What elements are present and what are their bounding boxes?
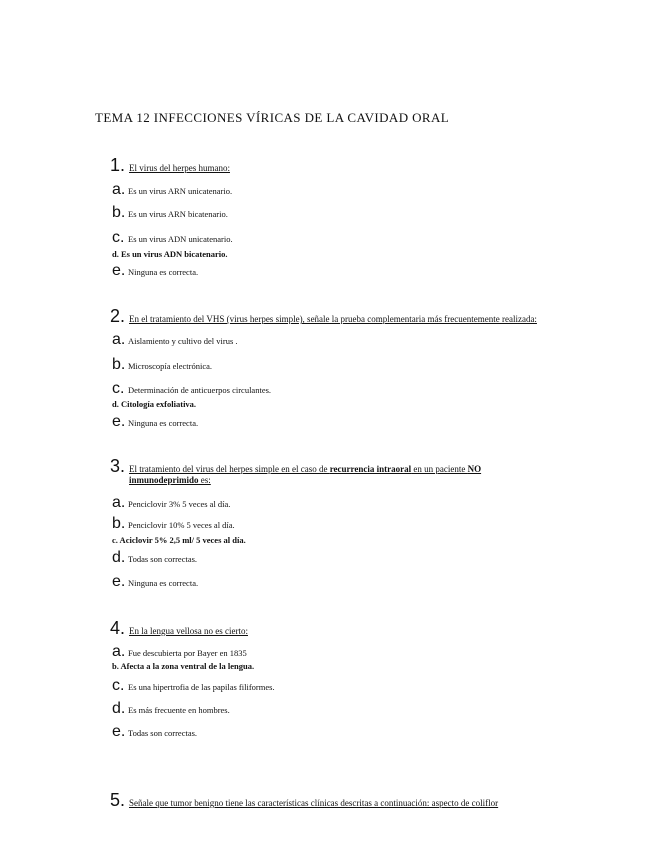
- option-text: Es un virus ADN unicatenario.: [128, 234, 233, 244]
- question-4: [110, 618, 248, 639]
- question-2: [110, 306, 537, 327]
- option-text: Fue descubierta por Bayer en 1835: [128, 648, 247, 658]
- option-text: Penciclovir 3% 5 veces al día.: [128, 499, 231, 509]
- option-a: [112, 181, 232, 199]
- option-b-correct: b. Afecta a la zona ventral de la lengua.: [112, 661, 255, 671]
- option-c: [112, 677, 275, 695]
- option-text: Ninguna es correcta.: [128, 578, 199, 588]
- question-number: 1.: [110, 155, 126, 175]
- question-text-part: El tratamiento del virus del herpes simple en el caso de: [129, 464, 330, 474]
- question-number: 4.: [110, 618, 126, 638]
- question-text: [129, 464, 481, 474]
- option-letter: a.: [112, 643, 126, 660]
- option-a: [112, 494, 230, 512]
- question-5: [110, 790, 498, 811]
- question-text-line-2: [129, 475, 550, 485]
- option-c: [112, 380, 271, 398]
- option-letter: e.: [112, 723, 126, 740]
- option-text: Es una hipertrofia de las papilas filiformes.: [128, 682, 275, 692]
- option-letter: d.: [112, 700, 126, 717]
- option-a: [112, 643, 247, 661]
- option-letter: c.: [112, 380, 125, 397]
- option-letter: a.: [112, 181, 126, 198]
- option-letter: a.: [112, 494, 126, 511]
- question-1: [110, 155, 230, 176]
- option-e: [112, 262, 198, 280]
- question-text: El virus del herpes humano:: [129, 163, 230, 173]
- option-letter: c.: [112, 677, 125, 694]
- option-text: Todas son correctas.: [128, 554, 198, 564]
- question-text-bold: recurrencia intraoral: [329, 464, 412, 474]
- option-text: Determinación de anticuerpos circulantes.: [128, 385, 272, 395]
- option-letter: c.: [112, 229, 125, 246]
- question-number: 3.: [110, 456, 126, 476]
- question-text-bold: NO: [467, 464, 482, 474]
- option-a: [112, 331, 238, 349]
- question-text: En la lengua vellosa no es cierto:: [129, 626, 248, 636]
- option-text: Ninguna es correcta.: [128, 267, 199, 277]
- option-letter: e.: [112, 413, 126, 430]
- option-text: Penciclovir 10% 5 veces al día.: [128, 520, 235, 530]
- question-text-bold: inmunodeprimido: [129, 475, 199, 485]
- option-e: [112, 413, 198, 431]
- option-letter: b.: [112, 515, 126, 532]
- option-text: Es un virus ARN bicatenario.: [128, 209, 228, 219]
- option-e: [112, 573, 198, 591]
- option-text: Todas son correctas.: [128, 728, 198, 738]
- page-title: TEMA 12 INFECCIONES VÍRICAS DE LA CAVIDAD ORAL: [95, 110, 450, 125]
- option-text: Es un virus ARN unicatenario.: [128, 186, 233, 196]
- option-b: [112, 356, 212, 374]
- option-d-correct: d. Citología exfoliativa.: [112, 399, 197, 409]
- option-b: [112, 515, 235, 533]
- question-number: 2.: [110, 306, 126, 326]
- option-d-correct: d. Es un virus ADN bicatenario.: [112, 249, 228, 259]
- option-letter: e.: [112, 262, 126, 279]
- option-c-correct: c. Aciclovir 5% 2,5 ml/ 5 veces al día.: [112, 535, 246, 545]
- option-text: Microscopía electrónica.: [128, 361, 213, 371]
- option-text: Ninguna es correcta.: [128, 418, 199, 428]
- option-letter: d.: [112, 549, 126, 566]
- question-text-part: es:: [198, 475, 211, 485]
- option-e: [112, 723, 197, 741]
- question-number: 5.: [110, 790, 126, 810]
- option-letter: b.: [112, 356, 126, 373]
- option-b: [112, 204, 228, 222]
- question-3: [110, 456, 550, 485]
- question-text: Señale que tumor benigno tiene las características clínicas descritas a continuación: aspecto de coliflor: [129, 798, 499, 808]
- option-c: [112, 229, 233, 247]
- option-d: [112, 549, 197, 567]
- option-letter: b.: [112, 204, 126, 221]
- option-d: [112, 700, 230, 718]
- option-text: Aislamiento y cultivo del virus .: [128, 336, 238, 346]
- question-text: En el tratamiento del VHS (virus herpes simple), señale la prueba complementaria más frecuentemente realizada:: [129, 314, 537, 324]
- option-letter: e.: [112, 573, 126, 590]
- question-text-part: en un paciente: [411, 464, 468, 474]
- option-letter: a.: [112, 331, 126, 348]
- option-text: Es más frecuente en hombres.: [128, 705, 230, 715]
